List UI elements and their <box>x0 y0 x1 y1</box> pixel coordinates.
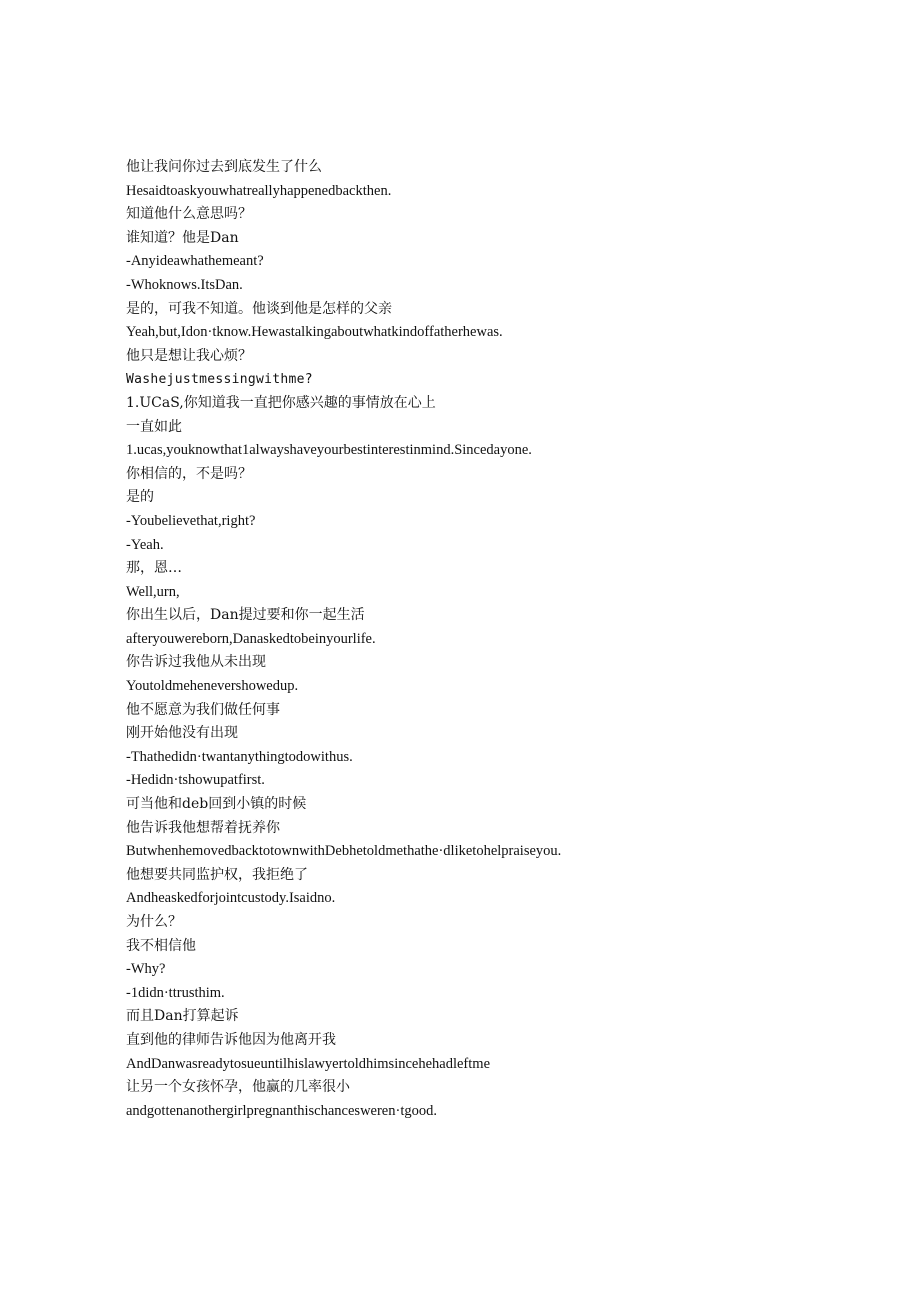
document-line: 他让我问你过去到底发生了什么 <box>126 159 322 175</box>
document-line: 是的 <box>126 489 154 506</box>
document-line: 你出生以后，Dan提过要和你一起生活 <box>126 607 365 624</box>
document-line: 他不愿意为我们做任何事 <box>126 701 280 718</box>
document-line: afteryouwereborn,Danaskedtobeinyourlife. <box>126 630 376 647</box>
document-line: Washejustmessingwithme? <box>126 372 313 388</box>
document-line: 那，恩… <box>126 560 182 577</box>
document-line: 而且Dan打算起诉 <box>126 1008 239 1025</box>
document-line: 谁知道？他是Dan <box>126 229 239 246</box>
document-line: Youtoldmehenevershowedup. <box>126 678 299 695</box>
document-line: 直到他的律师告诉他因为他离开我 <box>126 1031 336 1048</box>
document-line: -Yeah. <box>126 536 164 553</box>
document-line: Andheaskedforjointcustody.Isaidno. <box>126 890 336 907</box>
document-line: -Why? <box>126 961 166 978</box>
document-line: 刚开始他没有出现 <box>126 725 238 742</box>
document-text-block <box>126 156 886 1123</box>
document-line: 他告诉我他想帮着抚养你 <box>126 819 280 836</box>
document-line: -Whoknows.ItsDan. <box>126 276 243 293</box>
document-line: Hesaidtoaskyouwhatreallyhappenedbackthen. <box>126 182 392 199</box>
document-line: -Hedidn·tshowupatfirst. <box>126 772 265 789</box>
document-line: AndDanwasreadytosueuntilhislawyertoldhimsincehehadleftme <box>126 1055 491 1072</box>
document-line: ButwhenhemovedbacktotownwithDebhetoldmethathe·dliketohelpraiseyou. <box>126 843 562 860</box>
document-line: 他只是想让我心烦？ <box>126 347 252 364</box>
document-line: 1.ucas,youknowthat1alwayshaveyourbestinterestinmind.Sincedayone. <box>126 442 532 459</box>
document-line: 他想要共同监护权，我拒绝了 <box>126 866 308 883</box>
document-line: Yeah,but,Idon·tknow.Hewastalkingaboutwhatkindoffatherhewas. <box>126 324 503 341</box>
document-line: 一直如此 <box>126 418 182 435</box>
document-line: 知道他什么意思吗？ <box>126 206 252 223</box>
document-line: 1.UCaS,你知道我一直把你感兴趣的事情放在心上 <box>126 394 436 411</box>
document-line: 你相信的，不是吗？ <box>126 465 252 482</box>
document-line: -1didn·ttrusthim. <box>126 984 225 1001</box>
document-line: -Anyideawhathemeant? <box>126 253 264 270</box>
document-line: -Youbelievethat,right? <box>126 512 256 529</box>
document-line: 为什么？ <box>126 914 182 930</box>
document-line: 你告诉过我他从未出现 <box>126 654 266 671</box>
document-line: 可当他和deb回到小镇的时候 <box>126 796 307 813</box>
document-line: 是的，可我不知道。他谈到他是怎样的父亲 <box>126 300 392 317</box>
document-line: 让另一个女孩怀孕，他赢的几率很小 <box>126 1079 350 1096</box>
document-line: -Thathedidn·twantanythingtodowithus. <box>126 748 353 765</box>
document-line: andgottenanothergirlpregnanthischancesweren·tgood. <box>126 1102 437 1119</box>
document-line: Well,urn, <box>126 583 180 600</box>
document-line: 我不相信他 <box>126 937 196 954</box>
